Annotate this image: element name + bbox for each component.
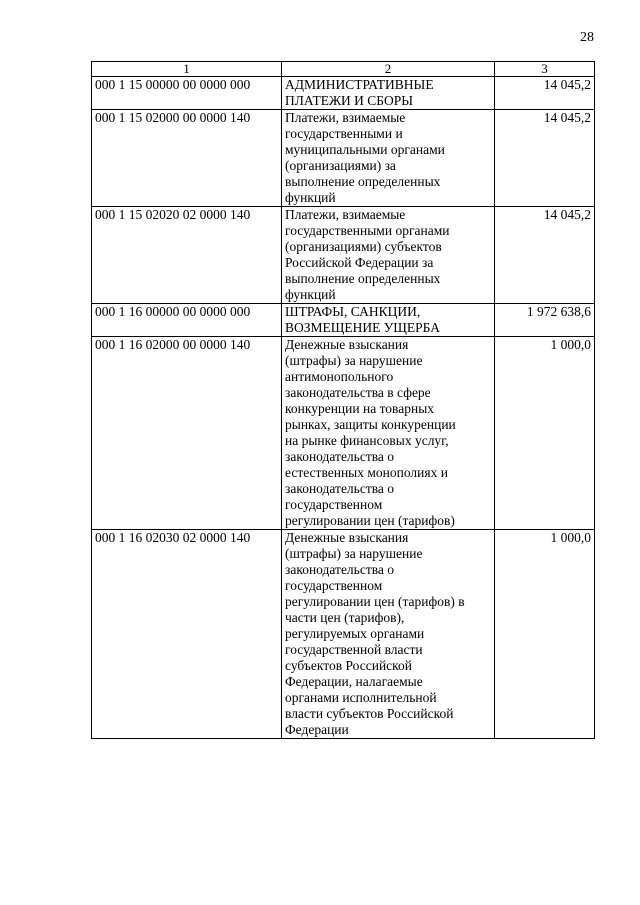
header-col-code: 1 bbox=[92, 62, 282, 77]
table-row bbox=[92, 337, 595, 530]
revenue-name bbox=[282, 77, 495, 110]
revenue-name-text: Денежные взыскания (штрафы) за нарушение антимонопольного законодательства в сфере конкуренции на товарных рынках, защиты конкуренции на рынке финансовых услуг, законодательства о естественных монополиях и законодательства о государственном регулировании цен (тарифов) bbox=[285, 337, 456, 528]
budget-code: 000 1 15 02000 00 0000 140 bbox=[92, 110, 282, 207]
revenue-name bbox=[282, 304, 495, 337]
revenue-name bbox=[282, 110, 495, 207]
header-col-name: 2 bbox=[282, 62, 495, 77]
revenue-name-text: Денежные взыскания (штрафы) за нарушение законодательства о государственном регулировании цен (тарифов) в части цен (тарифов), регулируемых органами государственной власти субъектов Российской Федерации, налагаемые органами исполнительной власти субъектов Российской Федерации bbox=[285, 530, 465, 737]
budget-table bbox=[91, 61, 595, 739]
table-row bbox=[92, 530, 595, 739]
revenue-name bbox=[282, 530, 495, 739]
budget-code: 000 1 15 02020 02 0000 140 bbox=[92, 207, 282, 304]
revenue-name-text: Платежи, взимаемые государственными органами (организациями) субъектов Российской Федерации за выполнение определенных функций bbox=[285, 207, 450, 302]
amount: 1 000,0 bbox=[495, 337, 595, 530]
revenue-name bbox=[282, 207, 495, 304]
page-number: 28 bbox=[580, 30, 594, 45]
budget-code: 000 1 16 00000 00 0000 000 bbox=[92, 304, 282, 337]
budget-code: 000 1 15 00000 00 0000 000 bbox=[92, 77, 282, 110]
revenue-name bbox=[282, 337, 495, 530]
table-row bbox=[92, 77, 595, 110]
amount: 14 045,2 bbox=[495, 77, 595, 110]
table-row bbox=[92, 110, 595, 207]
table-row bbox=[92, 304, 595, 337]
header-row bbox=[92, 62, 595, 77]
table-row bbox=[92, 207, 595, 304]
revenue-name-text: АДМИНИСТРАТИВНЫЕ ПЛАТЕЖИ И СБОРЫ bbox=[285, 77, 434, 108]
amount: 14 045,2 bbox=[495, 110, 595, 207]
amount: 1 972 638,6 bbox=[495, 304, 595, 337]
budget-code: 000 1 16 02000 00 0000 140 bbox=[92, 337, 282, 530]
header-col-amount: 3 bbox=[495, 62, 595, 77]
revenue-name-text: Платежи, взимаемые государственными и муниципальными органами (организациями) за выполнение определенных функций bbox=[285, 110, 445, 205]
budget-code: 000 1 16 02030 02 0000 140 bbox=[92, 530, 282, 739]
revenue-name-text: ШТРАФЫ, САНКЦИИ, ВОЗМЕЩЕНИЕ УЩЕРБА bbox=[285, 304, 441, 335]
amount: 1 000,0 bbox=[495, 530, 595, 739]
amount: 14 045,2 bbox=[495, 207, 595, 304]
